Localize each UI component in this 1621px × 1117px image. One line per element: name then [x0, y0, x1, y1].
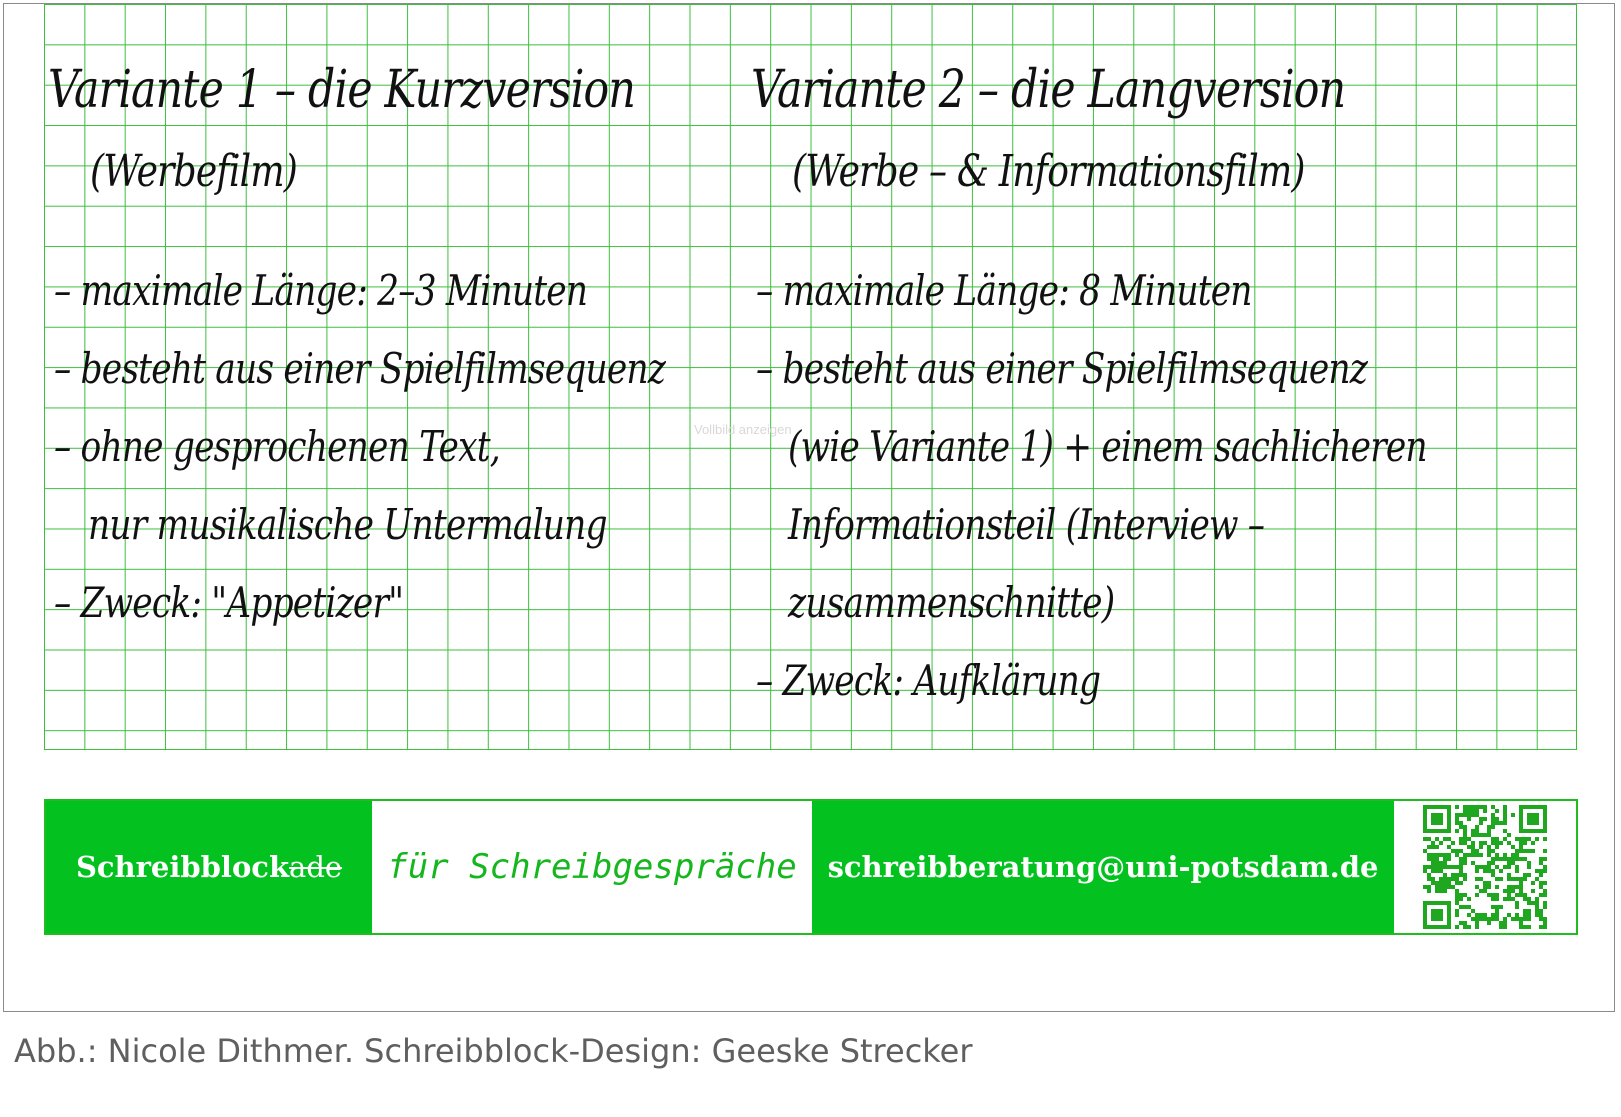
right-line-6: – Zweck: Aufklärung	[756, 656, 1101, 705]
figure-caption: Abb.: Nicole Dithmer. Schreibblock-Design: Geeske Strecker	[14, 1032, 973, 1070]
right-line-3: (wie Variante 1) + einem sachlicheren	[788, 422, 1427, 471]
notepad-card	[3, 3, 1615, 1012]
right-heading: Variante 2 – die Langversion	[751, 60, 1346, 120]
contact-email[interactable]: schreibberatung@uni-potsdam.de	[812, 801, 1394, 933]
tagline: für Schreibgespräche	[372, 801, 812, 933]
footer-banner	[44, 799, 1578, 935]
right-line-4: Informationsteil (Interview –	[788, 500, 1265, 549]
left-line-2: – besteht aus einer Spielfilmsequenz	[54, 344, 666, 393]
left-line-1: – maximale Länge: 2–3 Minuten	[54, 266, 588, 315]
brand-struck-suffix: ade	[289, 850, 343, 884]
watermark-text: Vollbild anzeigen	[694, 422, 792, 437]
left-line-5: – Zweck: "Appetizer"	[54, 578, 404, 627]
left-subheading: (Werbefilm)	[90, 146, 297, 197]
qr-code-icon[interactable]	[1423, 805, 1547, 929]
right-subheading: (Werbe – & Informationsfilm)	[792, 146, 1305, 197]
brand-name: Schreibblock	[75, 850, 290, 884]
left-line-4: nur musikalische Untermalung	[88, 500, 607, 549]
right-line-2: – besteht aus einer Spielfilmsequenz	[756, 344, 1368, 393]
qr-code-box	[1394, 801, 1576, 933]
right-line-5: zusammenschnitte)	[788, 578, 1115, 627]
brand-label	[46, 801, 372, 933]
left-line-3: – ohne gesprochenen Text,	[54, 422, 500, 471]
left-heading: Variante 1 – die Kurzversion	[48, 60, 636, 120]
right-line-1: – maximale Länge: 8 Minuten	[756, 266, 1252, 315]
